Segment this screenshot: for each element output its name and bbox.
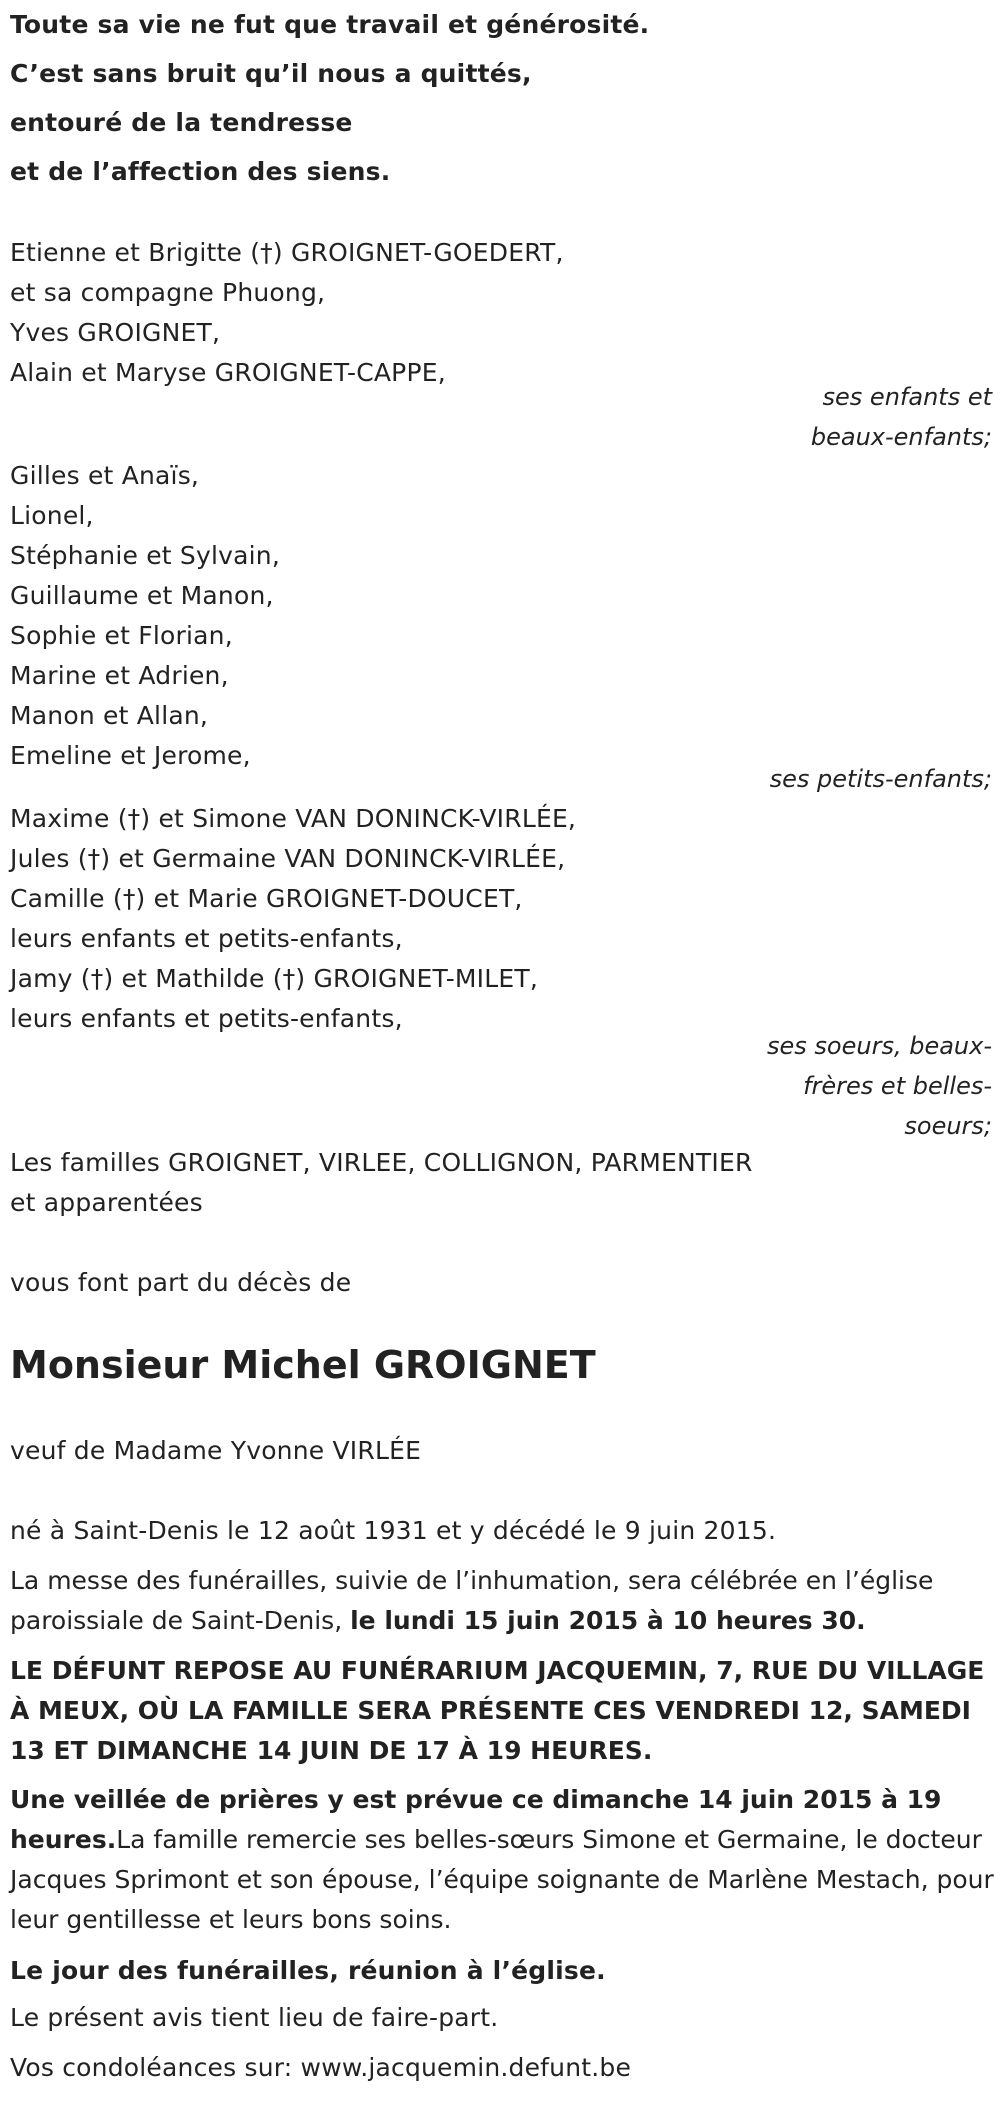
- relation-line: ses enfants et: [822, 383, 992, 411]
- vigil-bold: Une veillée de prières y est prévue ce dimanche 14 juin 2015 à 19 heures.: [10, 1785, 942, 1854]
- birth-death: [10, 1511, 776, 1551]
- list-item: Alain et Maryse GROIGNET-CAPPE,: [10, 358, 446, 387]
- notice: [10, 1998, 498, 2038]
- list-item: Camille (†) et Marie GROIGNET-DOUCET,: [10, 884, 523, 913]
- relation-line: soeurs;: [904, 1112, 992, 1140]
- deceased-name: Monsieur Michel GROIGNET: [10, 1343, 596, 1387]
- birth-death-text: né à Saint-Denis le 12 août 1931 et y décédé le 9 juin 2015.: [10, 1516, 777, 1545]
- relation-line: frères et belles-: [803, 1072, 992, 1100]
- epitaph-line: et de l’affection des siens.: [10, 157, 391, 186]
- list-item: Maxime (†) et Simone VAN DONINCK-VIRLÉE,: [10, 804, 577, 833]
- condolences: [10, 2048, 631, 2088]
- grandchildren-relation: [700, 759, 992, 799]
- epitaph-line: entouré de la tendresse: [10, 108, 353, 137]
- list-item: Gilles et Anaïs,: [10, 461, 200, 490]
- widower-text: veuf de Madame Yvonne VIRLÉE: [10, 1436, 422, 1465]
- relation-line: ses soeurs, beaux-: [767, 1032, 992, 1060]
- list-item: Guillaume et Manon,: [10, 581, 274, 610]
- relation-line: beaux-enfants;: [810, 423, 992, 451]
- grandchildren-list: [10, 456, 280, 776]
- notice-text: Le présent avis tient lieu de faire-part.: [10, 2003, 499, 2032]
- children-list: [10, 233, 564, 393]
- list-item: Yves GROIGNET,: [10, 318, 221, 347]
- reunion: [10, 1951, 606, 1991]
- siblings-list: [10, 799, 576, 1039]
- announce-text: vous font part du décès de: [10, 1268, 352, 1297]
- list-item: et apparentées: [10, 1188, 203, 1217]
- epitaph-line: C’est sans bruit qu’il nous a quittés,: [10, 59, 532, 88]
- condolences-text: Vos condoléances sur: www.jacquemin.defunt.be: [10, 2053, 632, 2082]
- list-item: Stéphanie et Sylvain,: [10, 541, 280, 570]
- epitaph-line: Toute sa vie ne fut que travail et générosité.: [10, 10, 650, 39]
- children-relation: [700, 377, 992, 457]
- list-item: Etienne et Brigitte (†) GROIGNET-GOEDERT,: [10, 238, 564, 267]
- list-item: Emeline et Jerome,: [10, 741, 251, 770]
- reunion-text: Le jour des funérailles, réunion à l’église.: [10, 1956, 606, 1985]
- funeral-paragraph: [10, 1561, 995, 1641]
- funeral-datetime: le lundi 15 juin 2015 à 10 heures 30.: [350, 1606, 866, 1635]
- list-item: Marine et Adrien,: [10, 661, 229, 690]
- list-item: et sa compagne Phuong,: [10, 278, 326, 307]
- vigil-paragraph: [10, 1780, 995, 1940]
- families: [10, 1143, 753, 1223]
- list-item: leurs enfants et petits-enfants,: [10, 924, 403, 953]
- list-item: Jamy (†) et Mathilde (†) GROIGNET-MILET,: [10, 964, 538, 993]
- widower: [10, 1431, 421, 1471]
- announcement: [10, 1263, 351, 1303]
- list-item: Lionel,: [10, 501, 94, 530]
- list-item: Manon et Allan,: [10, 701, 209, 730]
- repose-paragraph: LE DÉFUNT REPOSE AU FUNÉRARIUM JACQUEMIN, 7, RUE DU VILLAGE À MEUX, OÙ LA FAMILLE SERA PRÉSENTE CES VENDREDI 12, SAMEDI 13 ET DIMANCHE 14 JUIN DE 17 À 19 HEURES.: [10, 1656, 985, 1765]
- list-item: leurs enfants et petits-enfants,: [10, 1004, 403, 1033]
- epitaph: [10, 5, 649, 192]
- list-item: Jules (†) et Germaine VAN DONINCK-VIRLÉE,: [10, 844, 566, 873]
- siblings-relation: [700, 1026, 992, 1146]
- list-item: Sophie et Florian,: [10, 621, 233, 650]
- list-item: Les familles GROIGNET, VIRLEE, COLLIGNON, PARMENTIER: [10, 1148, 753, 1177]
- funeral-text: La messe des funérailles, suivie de l’inhumation, sera célébrée en l’église paroissiale de Saint-Denis,: [10, 1566, 934, 1635]
- relation-line: ses petits-enfants;: [769, 765, 992, 793]
- vigil-text: La famille remercie ses belles-sœurs Simone et Germaine, le docteur Jacques Sprimont et son épouse, l’équipe soignante de Marlène Mestach, pour leur gentillesse et leurs bons soins.: [10, 1825, 994, 1934]
